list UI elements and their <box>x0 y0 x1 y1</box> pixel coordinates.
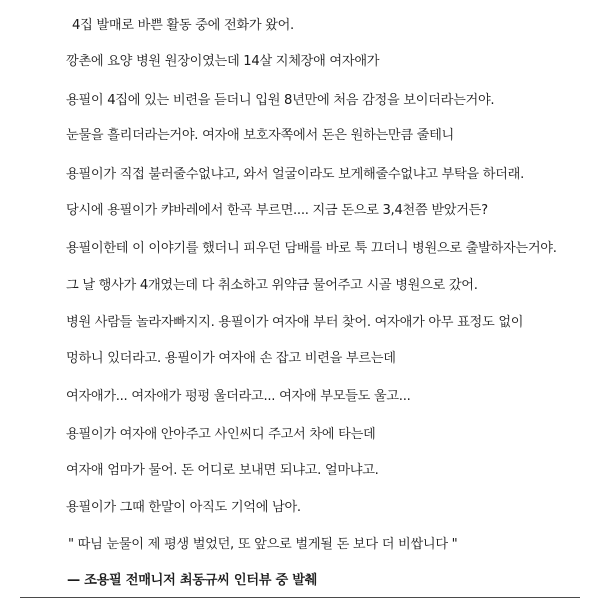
article-line-6: 당시에 용필이가 캬바레에서 한곡 부르면.... 지금 돈으로 3,4천쯤 받았거든? <box>66 203 488 218</box>
article-line-2: 깡촌에 요양 병원 원장이였는데 14살 지체장애 여자애가 <box>66 54 380 69</box>
article-line-3: 용필이 4집에 있는 비련을 듣더니 입원 8년만에 처음 감정을 보이더라는거야. <box>66 93 495 108</box>
article-line-9: 병원 사람들 놀라자빠지지. 용필이가 여자애 부터 찾어. 여자애가 아무 표정도 없이 <box>66 315 524 330</box>
article-line-12: 용필이가 여자애 안아주고 사인씨디 주고서 차에 타는데 <box>66 427 376 442</box>
article-credit: — 조용필 전매니저 최동규씨 인터뷰 중 발췌 <box>67 573 318 588</box>
article-line-11: 여자애가... 여자애가 펑펑 울더라고... 여자애 부모들도 울고... <box>66 389 411 404</box>
article-line-8: 그 날 행사가 4개였는데 다 취소하고 위약금 물어주고 시골 병원으로 갔어. <box>66 278 478 293</box>
bottom-divider <box>20 597 580 598</box>
article-line-1: 4집 발매로 바쁜 활동 중에 전화가 왔어. <box>72 18 294 33</box>
article-line-5: 용필이가 직접 불러줄수없냐고, 와서 얼굴이라도 보게해줄수없냐고 부탁을 하더래. <box>66 167 524 182</box>
article-line-7: 용필이한테 이 이야기를 했더니 피우던 담배를 바로 툭 끄더니 병원으로 출발하자는거야. <box>66 241 557 256</box>
article-quote: " 따님 눈물이 제 평생 벌었던, 또 앞으로 벌게될 돈 보다 더 비쌉니다 " <box>68 537 458 552</box>
article-line-14: 용필이가 그때 한말이 아직도 기억에 남아. <box>66 500 301 515</box>
article-line-4: 눈물을 흘리더라는거야. 여자애 보호자쪽에서 돈은 원하는만큼 줄테니 <box>66 128 454 143</box>
article-line-10: 멍하니 있더라고. 용필이가 여자애 손 잡고 비련을 부르는데 <box>66 351 396 366</box>
article-line-13: 여자애 엄마가 물어. 돈 어디로 보내면 되냐고. 얼마냐고. <box>66 463 379 478</box>
